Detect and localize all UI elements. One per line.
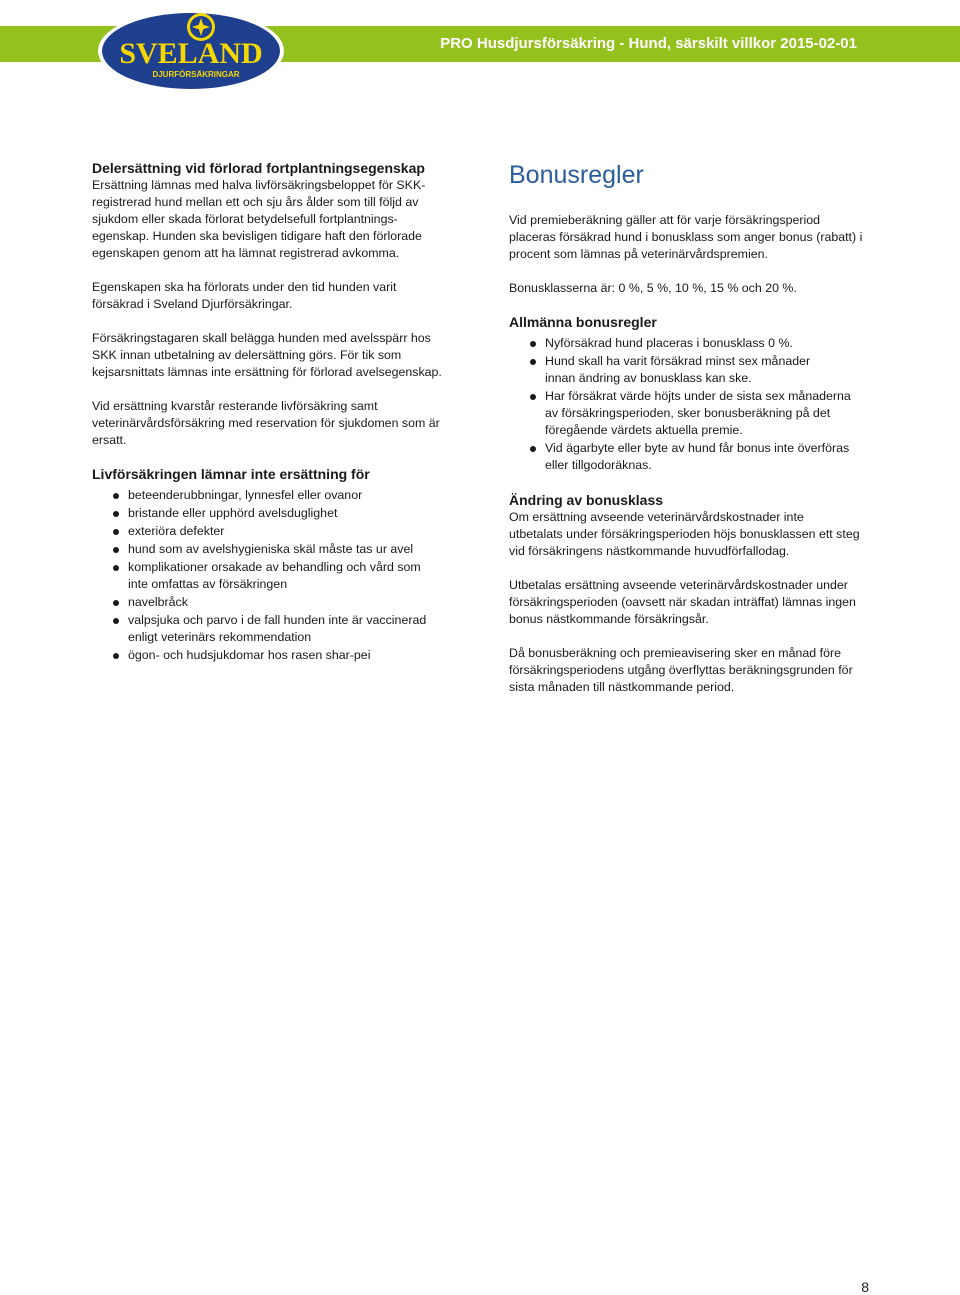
list-item: navelbråck	[92, 594, 464, 611]
logo-subtext: DJURFÖRSÄKRINGAR	[152, 70, 240, 79]
para-avelssparr: Försäkringstagaren skall belägga hunden med avelsspärr hos SKK innan utbetalning av delersättning görs. För tik som kejsarsnittats lämnas inte ersättning för förlorad avelsegenskap.	[92, 331, 442, 379]
para-kvarstar: Vid ersättning kvarstår resterande livförsäkring samt veterinärvårdsförsäkring med reservation för sjukdomen som är ersatt.	[92, 399, 440, 447]
bonus-rules-list	[509, 335, 881, 474]
list-item: Hund skall ha varit försäkrad minst sex månader innan ändring av bonusklass kan ske.	[509, 353, 881, 387]
logo-text: SVELAND	[119, 37, 263, 70]
para-egenskapen: Egenskapen ska ha förlorats under den tid hunden varit försäkrad i Sveland Djurförsäkringar.	[92, 280, 397, 311]
page-number: 8	[861, 1279, 869, 1295]
para-delersattning: Ersättning lämnas med halva livförsäkringsbeloppet för SKK- registrerad hund mellan ett och sju års ålder som till följd av sjukdom eller skada förlorat betydelsefull fortplantnings- egenskap. Hunden ska bevisligen tidigare haft den förlorade egenskapen genom att ha lämnat registrerad avkomma.	[92, 178, 426, 260]
bullet-icon	[113, 529, 119, 535]
list-item: hund som av avelshygieniska skäl måste tas ur avel	[92, 541, 464, 558]
list-item: exteriöra defekter	[92, 523, 464, 540]
bullet-icon	[113, 511, 119, 517]
list-item: Har försäkrat värde höjts under de sista sex månaderna av försäkringsperioden, sker bonusberäkning på det föregående värdets aktuella premie.	[509, 388, 881, 439]
bullet-icon	[113, 618, 119, 624]
para-bonusklasser: Bonusklasserna är: 0 %, 5 %, 10 %, 15 % och 20 %.	[509, 281, 797, 295]
bullet-icon	[113, 493, 119, 499]
heading-andring-bonusklass: Ändring av bonusklass	[509, 492, 664, 508]
right-column	[509, 160, 881, 696]
bullet-icon	[113, 547, 119, 553]
heading-allmanna-bonusregler: Allmänna bonusregler	[509, 314, 657, 330]
bullet-icon	[113, 565, 119, 571]
para-utbetalas: Utbetalas ersättning avseende veterinärvårdskostnader under försäkringsperioden (oavsett när skadan inträffat) lämnas ingen bonus nästkommande försäkringsår.	[509, 578, 856, 626]
list-item: ögon- och hudsjukdomar hos rasen shar-pei	[92, 647, 464, 664]
para-premieavisering: Då bonusberäkning och premieavisering sker en månad före försäkringsperiodens utgång överflyttas beräkningsgrunden för sista månaden till nästkommande period.	[509, 646, 853, 694]
para-premieberakning: Vid premieberäkning gäller att för varje försäkringsperiod placeras försäkrad hund i bonusklass som anger bonus (rabatt) i procent som lämnas på veterinärvårdspremien.	[509, 213, 863, 261]
bullet-icon	[530, 341, 536, 347]
left-column	[92, 160, 464, 665]
para-hojs: Om ersättning avseende veterinärvårdskostnader inte utbetalats under försäkringsperioden höjs bonusklassen ett steg vid försäkringens nästkommande huvudförfallodag.	[509, 510, 860, 558]
document-title: PRO Husdjursförsäkring - Hund, särskilt villkor 2015-02-01	[440, 35, 857, 52]
list-item: valpsjuka och parvo i de fall hunden inte är vaccinerad enligt veterinärs rekommendation	[92, 612, 464, 646]
list-item: bristande eller upphörd avelsduglighet	[92, 505, 464, 522]
bullet-icon	[530, 446, 536, 452]
bullet-icon	[530, 394, 536, 400]
heading-livforsakring: Livförsäkringen lämnar inte ersättning för	[92, 466, 370, 482]
list-item: Nyförsäkrad hund placeras i bonusklass 0 %.	[509, 335, 881, 352]
heading-delersattning: Delersättning vid förlorad fortplantningsegenskap	[92, 160, 425, 176]
list-item: Vid ägarbyte eller byte av hund får bonus inte överföras eller tillgodoräknas.	[509, 440, 881, 474]
bonusregler-title: Bonusregler	[509, 161, 644, 189]
sveland-logo	[96, 5, 286, 93]
bullet-icon	[113, 653, 119, 659]
bullet-icon	[530, 359, 536, 365]
bullet-icon	[113, 600, 119, 606]
exclusions-list	[92, 487, 464, 664]
list-item: beteenderubbningar, lynnesfel eller ovanor	[92, 487, 464, 504]
list-item: komplikationer orsakade av behandling och vård som inte omfattas av försäkringen	[92, 559, 464, 593]
